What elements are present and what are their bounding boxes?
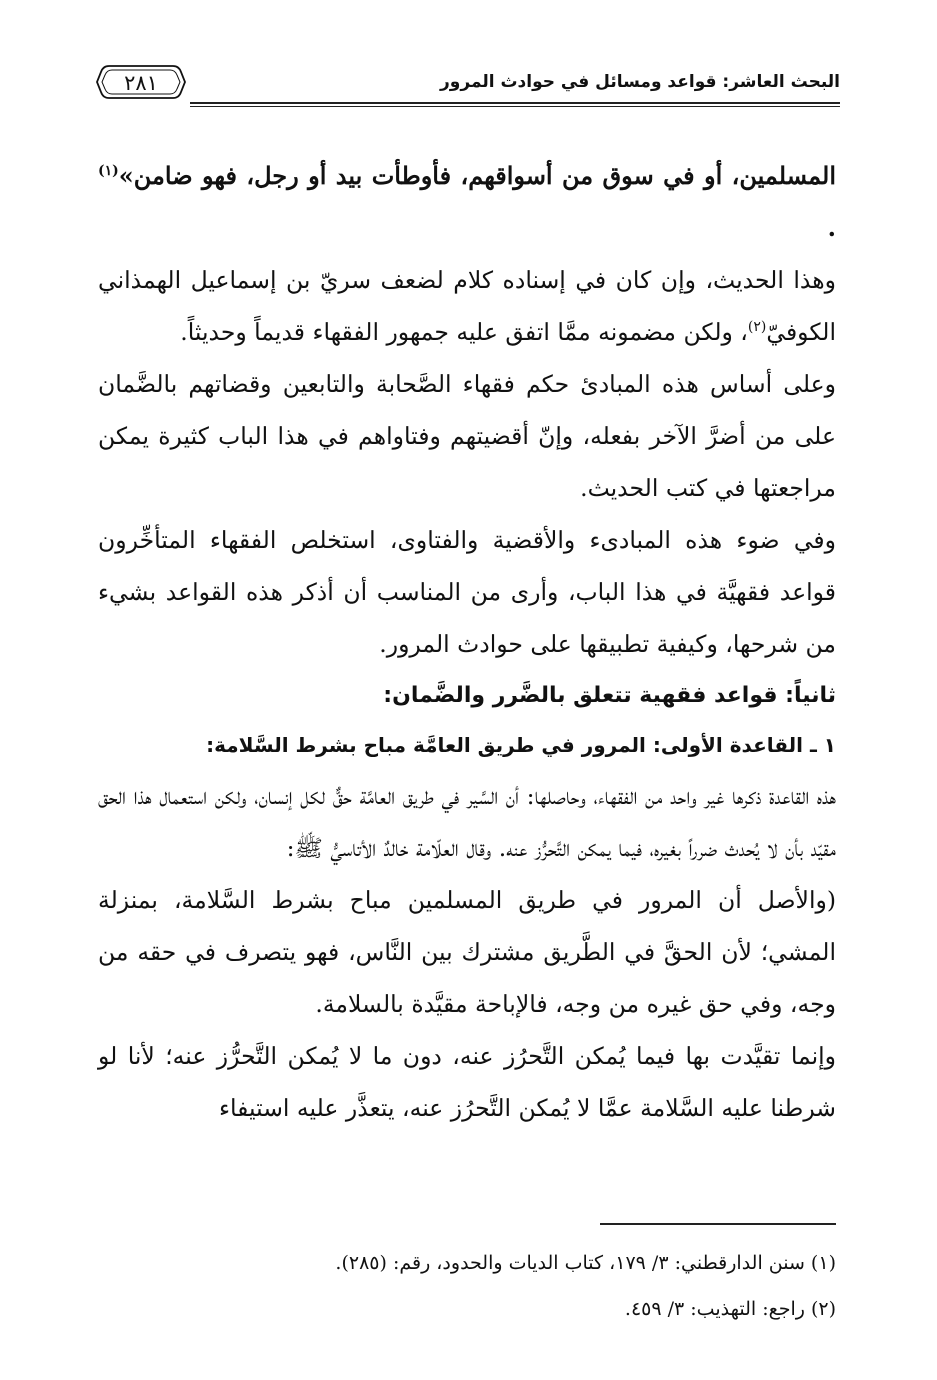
footnote-reference: (١) [98,163,119,179]
paragraph-text: ، ولكن مضمونه ممَّا اتفق عليه جمهور الفقهاء قديماً وحديثاً. [180,318,748,346]
paragraph [98,254,836,358]
paragraph: وعلى أساس هذه المبادئ حكم فقهاء الصَّحابة والتابعين وقضاتهم بالضَّمان على من أضرَّ الآخر بفعله، وإنّ أقضيتهم وفتاواهم في هذا الباب كثيرة يمكن مراجعتها في كتب الحديث. [98,370,836,502]
page-number-badge [95,62,187,102]
footnote: (٢) راجع: التهذيب: ٣/ ٤٥٩. [624,1298,836,1320]
paragraph: وفي ضوء هذه المبادىء والأقضية والفتاوى، استخلص الفقهاء المتأخِّرون قواعد فقهيَّة في هذا الباب، وأرى من المناسب أن أذكر هذه القواعد بشيء من شرحها، وكيفية تطبيقها على حوادث المرور. [98,526,836,658]
footnote-reference: (٢) [747,319,767,336]
footnote: (١) سنن الدارقطني: ٣/ ١٧٩، كتاب الديات والحدود، رقم: (٢٨٥). [335,1252,836,1274]
main-text [98,150,836,1134]
paragraph: وإنما تقيَّدت بها فيما يُمكن التَّحرُز عنه، دون ما لا يُمكن التَّحرُّز عنه؛ لأنا لو شرطنا عليه السَّلامة عمَّا لا يُمكن التَّحرُز عنه، يتعذَّر عليه استيفاء [98,1042,836,1122]
paragraph-text: المسلمين، أو في سوق من أسواقهم، فأوطأت بيد أو رجل، فهو ضامن» [118,161,836,190]
running-title: البحث العاشر: قواعد ومسائل في حوادث المرور [440,72,840,92]
footnotes [98,1240,836,1332]
header-rule [190,102,840,107]
rule-heading: ١ ـ القاعدة الأولى: المرور في طريق العامَّة مباح بشرط السَّلامة: [206,733,836,757]
paragraph: هذه القاعدة ذكرها غير واحد من الفقهاء، وحاصلها: أن السَّير في طريق العامَّة حقٌّ لكل إنسان، ولكن استعمال هذا الحق مقيّد بأن لا يُحدث ضرراً بغيره، فيما يمكن التَّحرُّز عنه. وقال العلّامة خالدٌ الأتاسيُّ ﷺ: [98,782,836,862]
paragraph-text: وهذا الحديث، وإن كان في إسناده كلام لضعف سريّ بن إسماعيل الهمذاني الكوفيّ [98,266,836,346]
paragraph: (والأصل أن المرور في طريق المسلمين مباح بشرط السَّلامة، بمنزلة المشي؛ لأن الحقَّ في الطَّريق مشترك بين النَّاس، فهو يتصرف في حقه من وجه، وفي حق غيره من وجه، فالإباحة مقيَّدة بالسلامة. [98,886,836,1018]
paragraph: المسلمين، أو في سوق من أسواقهم، فأوطأت بيد أو رجل، فهو ضامن»$^{(١)}$ . [98,161,836,242]
section-heading: ثانياً: قواعد فقهية تتعلق بالضَّرر والضَّمان: [383,683,836,708]
footnote-separator [600,1223,836,1225]
page-number: ٢٨١ [124,71,158,95]
page-header [95,58,840,104]
